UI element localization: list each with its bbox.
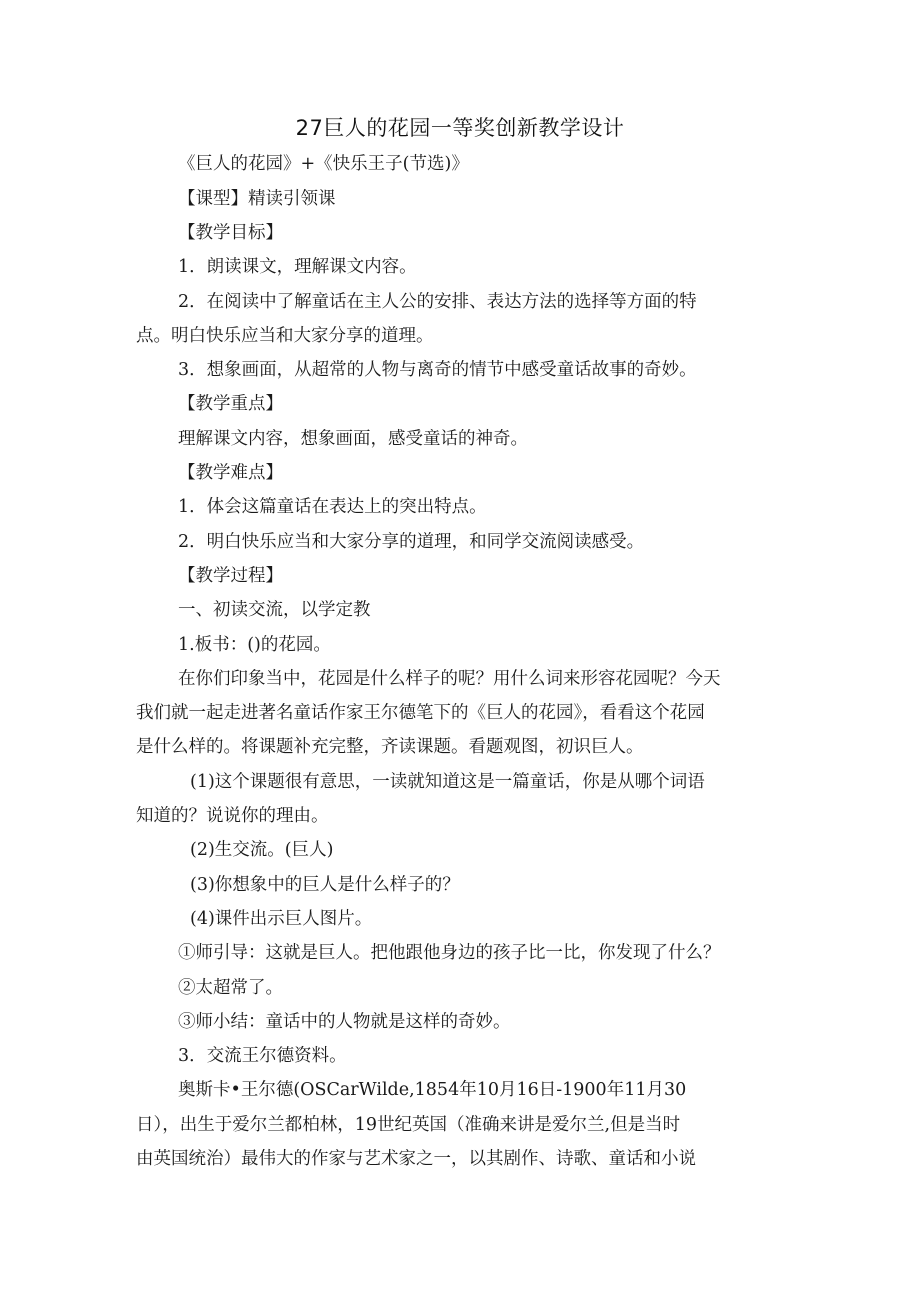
objective-item-3: 3．想象画面，从超常的人物与离奇的情节中感受童话故事的奇妙。 <box>178 360 697 380</box>
paragraph-intro-3: 是什么样的。将课题补充完整，齐读课题。看题观图，初识巨人。 <box>136 737 644 757</box>
difficulty-item-1: 1．体会这篇童话在表达上的突出特点。 <box>178 497 487 517</box>
process-step-1: 一、初读交流，以学定教 <box>178 600 371 620</box>
section-heading-key-points: 【教学重点】 <box>178 394 283 414</box>
section-heading-difficulties: 【教学难点】 <box>178 463 283 483</box>
author-info-heading: 3．交流王尔德资料。 <box>178 1046 347 1066</box>
question-item-1-cont: 知道的？说说你的理由。 <box>136 806 329 826</box>
author-bio-2: 日），出生于爱尔兰都柏林，19世纪英国（准确来讲是爱尔兰,但是当时 <box>136 1115 681 1135</box>
objective-item-1: 1．朗读课文，理解课文内容。 <box>178 257 417 277</box>
guidance-item-3: ③师小结：童话中的人物就是这样的奇妙。 <box>178 1012 511 1032</box>
section-heading-objectives: 【教学目标】 <box>178 223 283 243</box>
lesson-type-line: 【课型】精读引领课 <box>178 189 336 209</box>
subtitle-line: 《巨人的花园》+《快乐王子(节选)》 <box>178 154 469 174</box>
paragraph-intro-1: 在你们印象当中，花园是什么样子的呢？用什么词来形容花园呢？今天 <box>178 669 721 689</box>
difficulty-item-2: 2．明白快乐应当和大家分享的道理，和同学交流阅读感受。 <box>178 532 645 552</box>
key-point-line: 理解课文内容，想象画面，感受童话的神奇。 <box>178 429 528 449</box>
guidance-item-2: ②太超常了。 <box>178 978 283 998</box>
question-item-3: (3)你想象中的巨人是什么样子的？ <box>190 875 460 895</box>
document-title: 27巨人的花园一等奖创新教学设计 <box>295 116 625 140</box>
question-item-1: (1)这个课题很有意思，一读就知道这是一篇童话，你是从哪个词语 <box>190 772 705 792</box>
author-bio-1: 奥斯卡•王尔德(OSCarWilde,1854年10月16日-1900年11月30 <box>178 1080 687 1100</box>
board-writing-line: 1.板书：()的花园。 <box>178 635 331 655</box>
objective-item-2-cont: 点。明白快乐应当和大家分享的道理。 <box>136 326 434 346</box>
guidance-item-1: ①师引导：这就是巨人。把他跟他身边的孩子比一比，你发现了什么？ <box>178 943 721 963</box>
author-bio-3: 由英国统治）最伟大的作家与艺术家之一，以其剧作、诗歌、童话和小说 <box>136 1149 696 1169</box>
question-item-2: (2)生交流。(巨人) <box>190 840 334 860</box>
section-heading-process: 【教学过程】 <box>178 566 283 586</box>
question-item-4: (4)课件出示巨人图片。 <box>190 909 373 929</box>
paragraph-intro-2: 我们就一起走进著名童话作家王尔德笔下的《巨人的花园》，看看这个花园 <box>136 703 705 723</box>
objective-item-2: 2．在阅读中了解童话在主人公的安排、表达方法的选择等方面的特 <box>178 292 697 312</box>
